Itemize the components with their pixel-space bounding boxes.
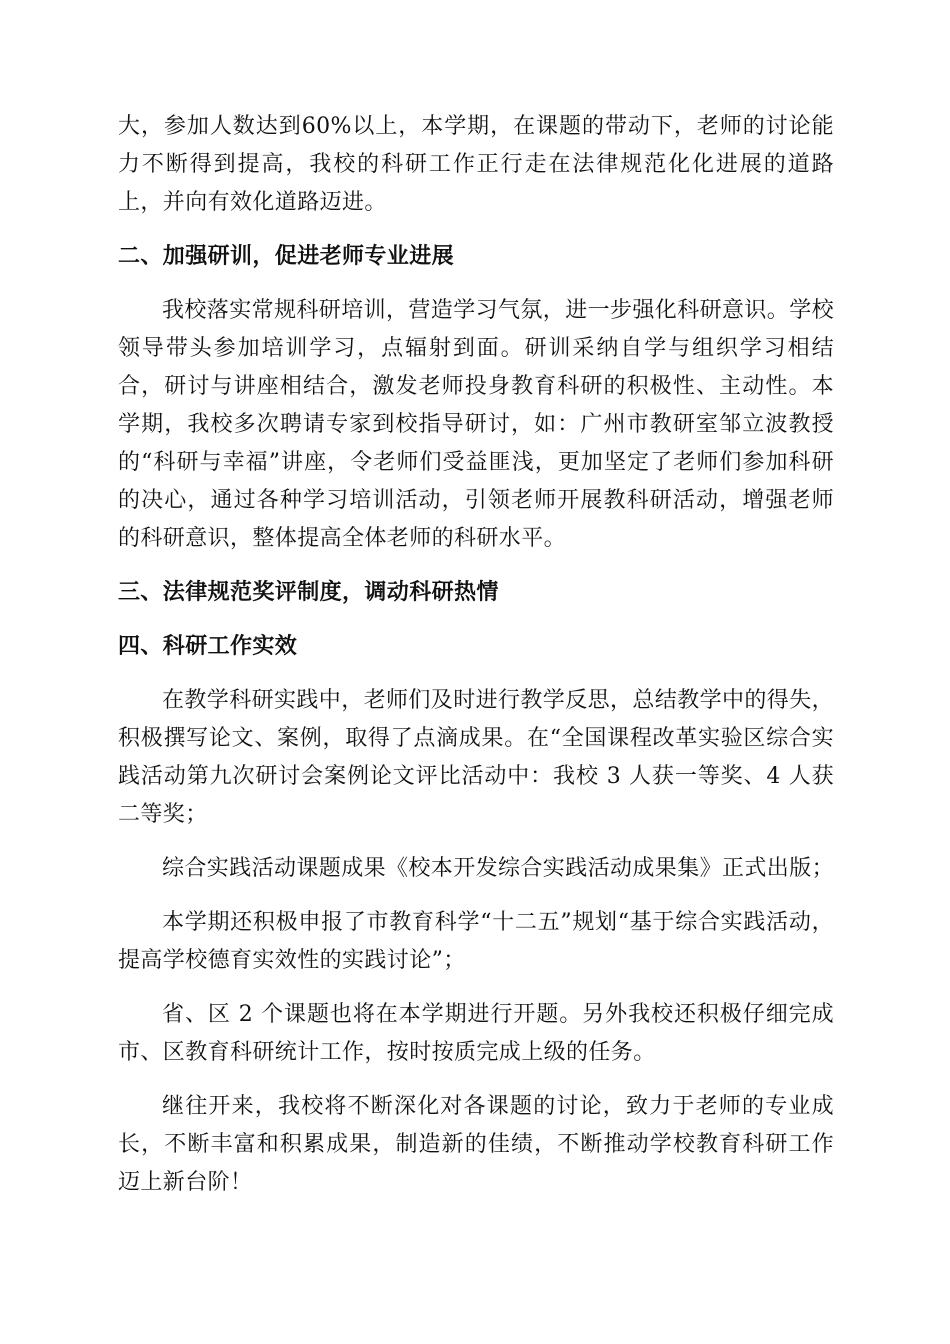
section-heading-3: 三、法律规范奖评制度，调动科研热情: [118, 580, 499, 605]
paragraph-continuation: 大，参加人数达到60%以上，本学期，在课题的带动下，老师的讨论能力不断得到提高，我校的科研工作正行走在法律规范化化进展的道路上，并向有效化道路迈进。: [118, 114, 834, 215]
section-heading-2: 二、加强研训，促进老师专业进展: [118, 244, 455, 269]
paragraph-publication: 综合实践活动课题成果《校本开发综合实践活动成果集》正式出版；: [162, 856, 835, 881]
paragraph-conclusion: 继往开来，我校将不断深化对各课题的讨论，致力于老师的专业成长，不断丰富和积累成果，制造新的佳绩，不断推动学校教育科研工作迈上新台阶！: [118, 1094, 834, 1195]
paragraph-results: 在教学科研实践中，老师们及时进行教学反思，总结教学中的得失，积极撰写论文、案例，取得了点滴成果。在“全国课程改革实验区综合实践活动第九次研讨会案例论文评比活动中：我校 3 人获一等奖、4 人获二等奖；: [118, 688, 835, 827]
paragraph-application: 本学期还积极申报了市教育科学“十二五”规划“基于综合实践活动，提高学校德育实效性的实践讨论”；: [118, 910, 834, 973]
section-heading-4: 四、科研工作实效: [118, 634, 298, 659]
paragraph-projects: 省、区 2 个课题也将在本学期进行开题。另外我校还积极仔细完成市、区教育科研统计工作，按时按质完成上级的任务。: [118, 1002, 834, 1065]
paragraph-training: 我校落实常规科研培训，营造学习气氛，进一步强化科研意识。学校领导带头参加培训学习，点辐射到面。研训采纳自学与组织学习相结合，研讨与讲座相结合，激发老师投身教育科研的积极性、主动性。本学期，我校多次聘请专家到校指导研讨，如：广州市教研室邹立波教授的“科研与幸福”讲座，令老师们受益匪浅，更加坚定了老师们参加科研的决心，通过各种学习培训活动，引领老师开展教科研活动，增强老师的科研意识，整体提高全体老师的科研水平。: [118, 298, 835, 551]
document-page: [118, 108, 834, 1218]
